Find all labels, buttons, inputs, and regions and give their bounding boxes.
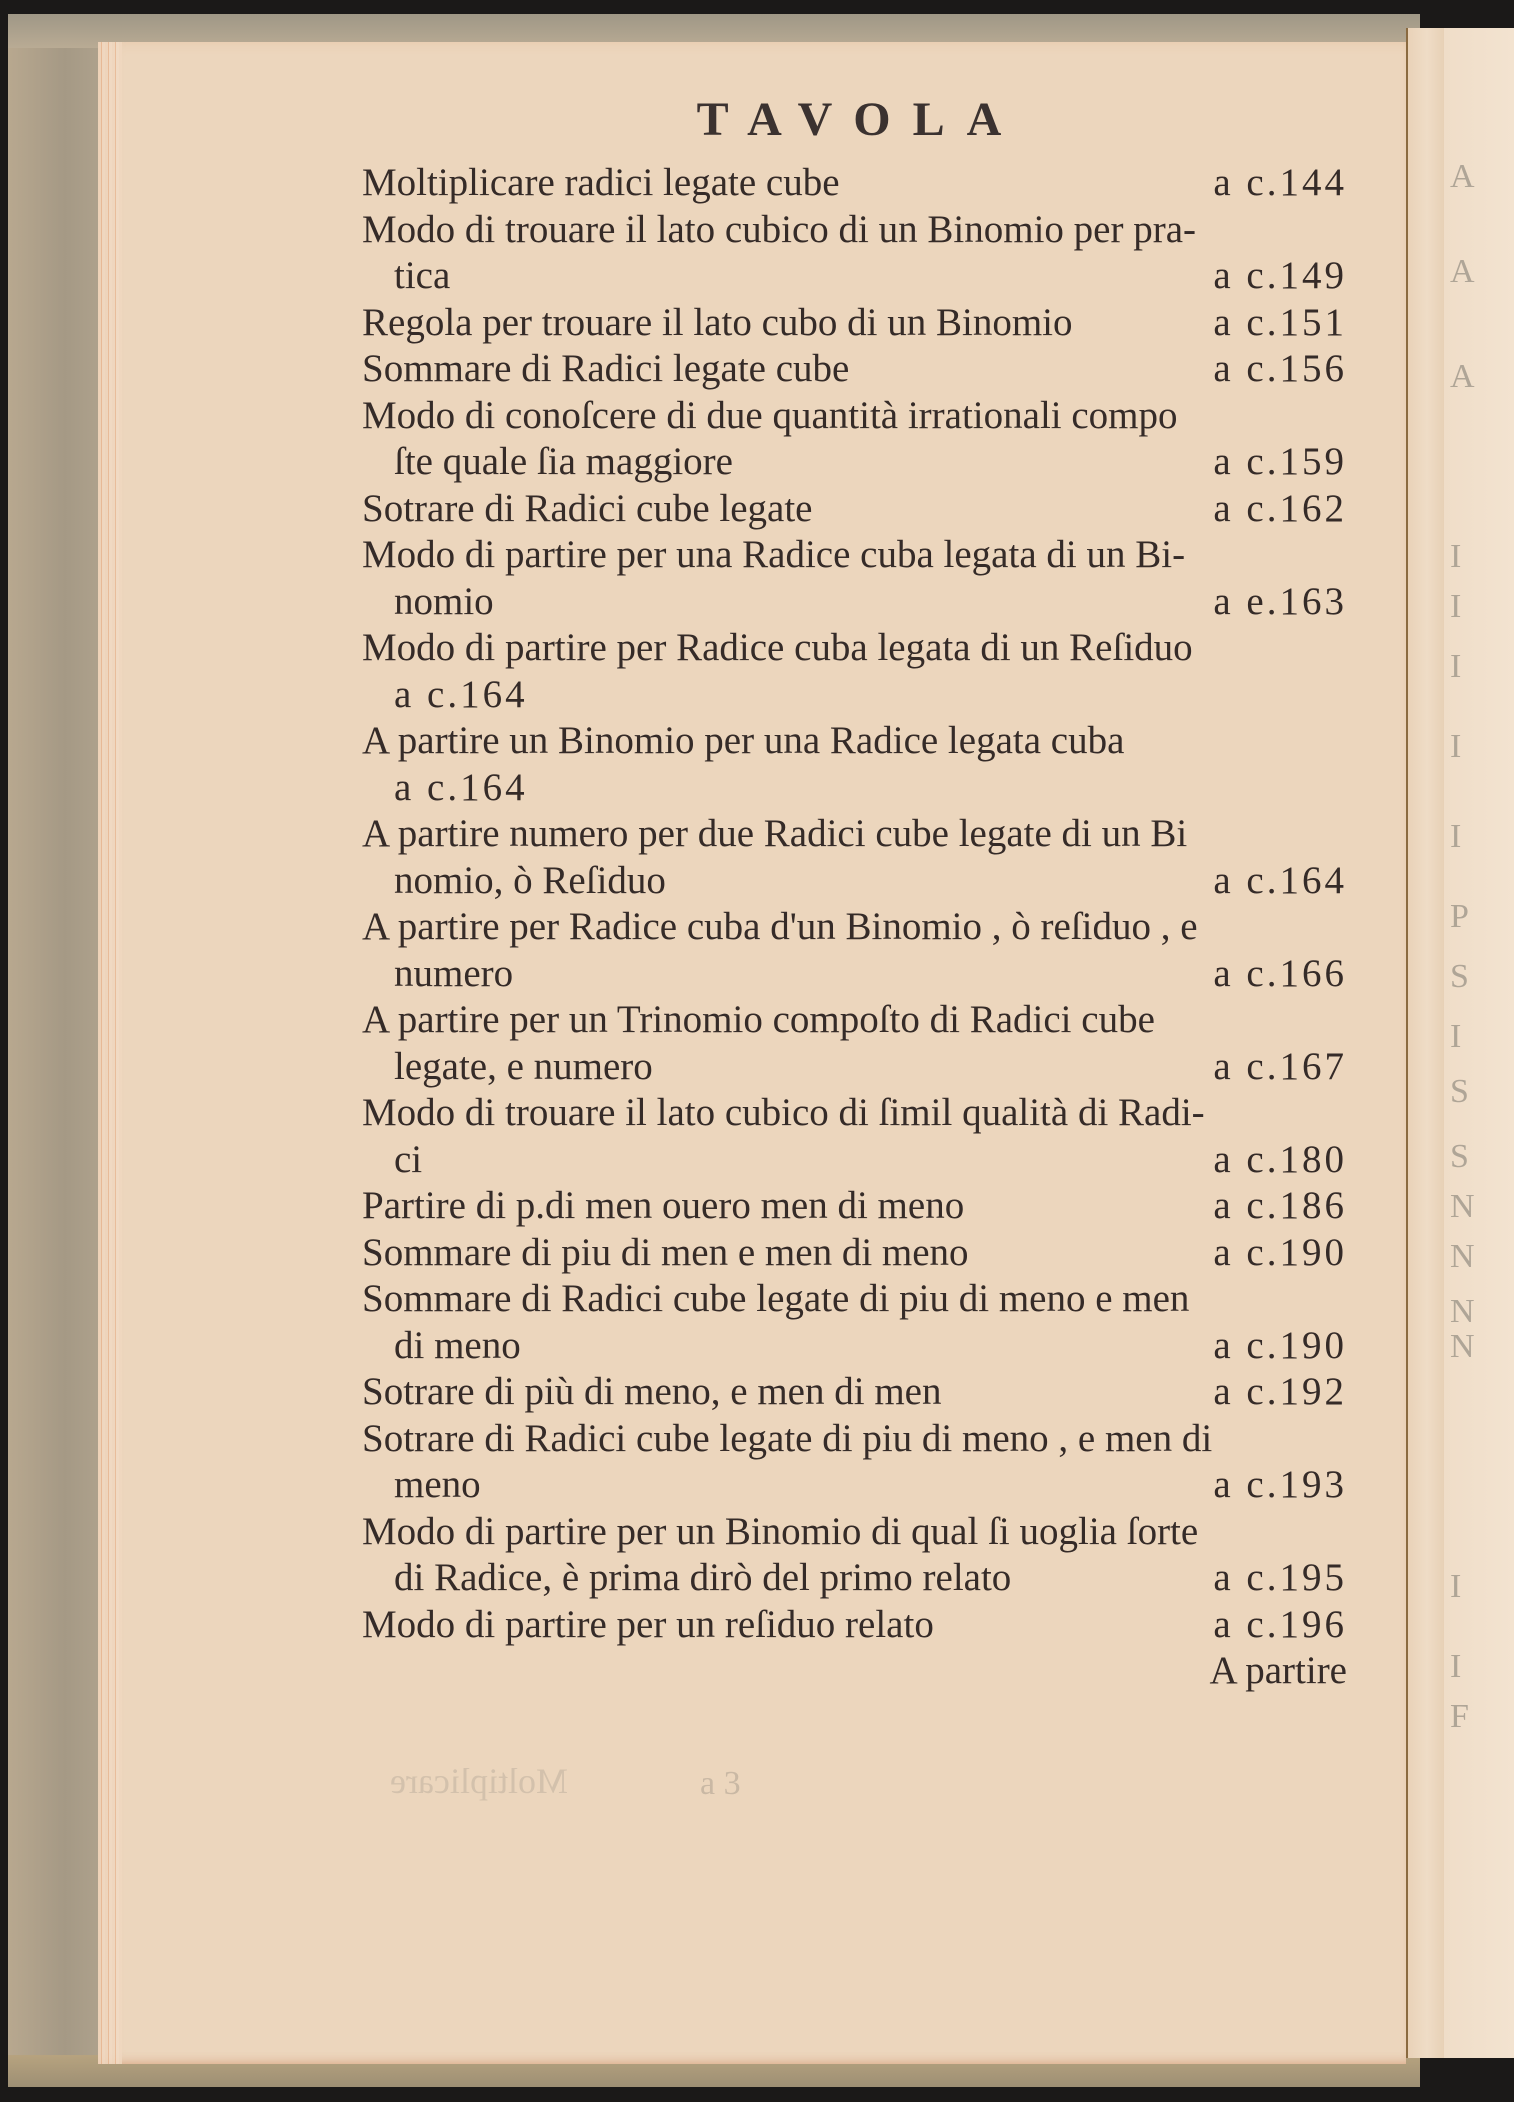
toc-page-ref: a c.164 bbox=[394, 765, 528, 809]
facing-page-initial: I bbox=[1450, 818, 1462, 855]
toc-entry-text: Modo di partire per un reſiduo relato bbox=[362, 1602, 934, 1646]
toc-entry-text: Modo di trouare il lato cubico di un Binomio per pra- bbox=[362, 207, 1196, 251]
bleed-through-word: Moltiplicare bbox=[390, 1761, 568, 1801]
toc-entry-text: A partire per un Trinomio compoſto di Radici cube bbox=[362, 998, 1155, 1041]
toc-entry-line bbox=[362, 207, 1347, 254]
toc-entry-line bbox=[362, 1090, 1347, 1137]
toc-page-ref: a c.149 bbox=[1213, 254, 1347, 297]
toc-page-ref: a c.159 bbox=[1213, 440, 1347, 483]
facing-page-initial: S bbox=[1450, 958, 1469, 995]
toc-entry-text: tica bbox=[394, 254, 451, 297]
facing-page-initial: S bbox=[1450, 1138, 1469, 1175]
toc-entry-text: Sommare di Radici legate cube bbox=[362, 347, 850, 390]
toc-entry-line bbox=[362, 346, 1347, 393]
facing-page-initial: A bbox=[1450, 358, 1475, 395]
toc-entry-line bbox=[362, 1416, 1347, 1463]
toc-entry-text: nomio bbox=[394, 579, 494, 623]
toc-page-ref: a c.144 bbox=[1213, 161, 1347, 204]
facing-page-initial: I bbox=[1450, 1018, 1462, 1055]
toc-entry-line bbox=[362, 672, 1347, 719]
toc-entry-text: Modo di partire per Radice cuba legata di un Reſiduo bbox=[362, 626, 1193, 669]
gutter-strip bbox=[1406, 28, 1446, 2058]
toc-entry-line bbox=[362, 951, 1347, 998]
toc-entry-line bbox=[362, 1323, 1347, 1370]
toc-entry-line bbox=[362, 1137, 1347, 1184]
toc-entry-text: nomio, ò Reſiduo bbox=[394, 858, 666, 902]
toc-page-ref: a c.193 bbox=[1213, 1463, 1347, 1506]
facing-page-edge bbox=[1444, 28, 1514, 2058]
toc-entry-line bbox=[362, 1183, 1347, 1230]
toc-entry-text: Partire di p.di men ouero men di meno bbox=[362, 1184, 965, 1227]
toc-entry-text: di Radice, è prima dirò del primo relato bbox=[394, 1556, 1012, 1599]
toc-entry-text: numero bbox=[394, 951, 514, 995]
toc-entry-line bbox=[362, 625, 1347, 672]
toc-entry-text: A partire numero per due Radici cube legate di un Bi bbox=[362, 812, 1188, 855]
facing-page-initial: N bbox=[1450, 1293, 1475, 1330]
toc-page-ref: a c.196 bbox=[1213, 1602, 1347, 1646]
toc-page-ref: a e.163 bbox=[1213, 579, 1347, 623]
toc-page-ref: a c.186 bbox=[1213, 1184, 1347, 1227]
toc-entry-line bbox=[362, 811, 1347, 858]
toc-entry-line bbox=[362, 160, 1347, 207]
facing-page-initial: I bbox=[1450, 648, 1462, 685]
facing-page-initial: P bbox=[1450, 898, 1469, 935]
toc-entry-text: di meno bbox=[394, 1323, 521, 1367]
page-gilt-edge bbox=[98, 42, 122, 2064]
facing-page-initial: N bbox=[1450, 1238, 1475, 1275]
toc-entry-line bbox=[362, 1509, 1347, 1556]
toc-entry-line bbox=[362, 1276, 1347, 1323]
toc-entry-line bbox=[362, 579, 1347, 626]
toc-entry-text: meno bbox=[394, 1463, 481, 1506]
facing-page-initial: I bbox=[1450, 588, 1462, 625]
toc-entry-line bbox=[362, 1369, 1347, 1416]
toc-page-ref: a c.162 bbox=[1213, 486, 1347, 530]
toc-entry-text: Modo di trouare il lato cubico di ſimil qualità di Radi- bbox=[362, 1091, 1205, 1134]
toc-page-ref: a c.164 bbox=[1213, 858, 1347, 902]
toc-page-ref: a c.164 bbox=[394, 672, 528, 716]
toc-entry-text: Sommare di Radici cube legate di piu di meno e men bbox=[362, 1277, 1190, 1320]
toc-entry-text: ſte quale ſia maggiore bbox=[394, 440, 733, 483]
facing-page-initial: I bbox=[1450, 728, 1462, 765]
toc-entry-text: ci bbox=[394, 1137, 423, 1181]
toc-entry-line bbox=[362, 253, 1347, 300]
toc-page-ref: a c.180 bbox=[1213, 1137, 1347, 1181]
toc-page-ref: a c.190 bbox=[1213, 1230, 1347, 1274]
facing-page-initial: A bbox=[1450, 158, 1475, 195]
facing-page-initial: S bbox=[1450, 1073, 1469, 1110]
facing-page-initial: I bbox=[1450, 538, 1462, 575]
toc-entry-line bbox=[362, 765, 1347, 812]
toc-page-ref: a c.151 bbox=[1213, 300, 1347, 344]
toc-entry-line bbox=[362, 1230, 1347, 1277]
toc-entry-line bbox=[362, 997, 1347, 1044]
toc-entry-text: Modo di partire per una Radice cuba legata di un Bi- bbox=[362, 533, 1186, 576]
toc-page-ref: a c.156 bbox=[1213, 347, 1347, 390]
toc-entry-text: A partire un Binomio per una Radice legata cuba bbox=[362, 719, 1125, 762]
facing-page-initial: A bbox=[1450, 253, 1475, 290]
toc-entry-line bbox=[362, 1555, 1347, 1602]
toc-entry-line bbox=[362, 718, 1347, 765]
toc-entry-line bbox=[362, 532, 1347, 579]
toc-page-ref: a c.166 bbox=[1213, 951, 1347, 995]
toc-entry-text: Sotrare di più di meno, e men di men bbox=[362, 1370, 942, 1413]
toc-page-ref: a c.167 bbox=[1213, 1044, 1347, 1088]
toc-entry-text: Modo di partire per un Binomio di qual ſi uoglia ſorte bbox=[362, 1509, 1199, 1553]
toc-entry-line bbox=[362, 1602, 1347, 1649]
toc-entry-line bbox=[362, 1044, 1347, 1091]
toc-entry-line bbox=[362, 393, 1347, 440]
facing-page-initial: F bbox=[1450, 1698, 1469, 1735]
table-of-contents bbox=[362, 160, 1347, 1695]
toc-entry-line bbox=[362, 300, 1347, 347]
toc-entry-text: Sommare di piu di men e men di meno bbox=[362, 1230, 969, 1274]
facing-page-initial: I bbox=[1450, 1648, 1462, 1685]
toc-entry-line bbox=[362, 439, 1347, 486]
toc-entry-line bbox=[362, 858, 1347, 905]
toc-page-ref: a c.192 bbox=[1213, 1370, 1347, 1413]
toc-entry-text: Sotrare di Radici cube legate di piu di meno , e men di bbox=[362, 1416, 1213, 1460]
toc-entry-line bbox=[362, 1462, 1347, 1509]
facing-page-initial: I bbox=[1450, 1568, 1462, 1605]
facing-page-initial: N bbox=[1450, 1188, 1475, 1225]
page-title: TAVOLA bbox=[696, 93, 1024, 146]
catchword: A partire bbox=[1209, 1649, 1347, 1692]
toc-entry-text: Moltiplicare radici legate cube bbox=[362, 161, 840, 204]
toc-entry-line bbox=[362, 486, 1347, 533]
toc-entry-line bbox=[362, 904, 1347, 951]
toc-page-ref: a c.190 bbox=[1213, 1323, 1347, 1367]
facing-page-initial: N bbox=[1450, 1328, 1475, 1365]
toc-entry-text: A partire per Radice cuba d'un Binomio , ò reſiduo , e bbox=[362, 905, 1198, 948]
toc-entry-text: legate, e numero bbox=[394, 1044, 653, 1088]
toc-page-ref: a c.195 bbox=[1213, 1556, 1347, 1599]
toc-entry-text: Regola per trouare il lato cubo di un Binomio bbox=[362, 300, 1073, 344]
toc-entry-text: Sotrare di Radici cube legate bbox=[362, 486, 813, 530]
bleed-through-signature: a 3 bbox=[700, 1765, 741, 1802]
catchword-line bbox=[362, 1648, 1347, 1695]
toc-entry-text: Modo di conoſcere di due quantità irrationali compo bbox=[362, 393, 1178, 437]
